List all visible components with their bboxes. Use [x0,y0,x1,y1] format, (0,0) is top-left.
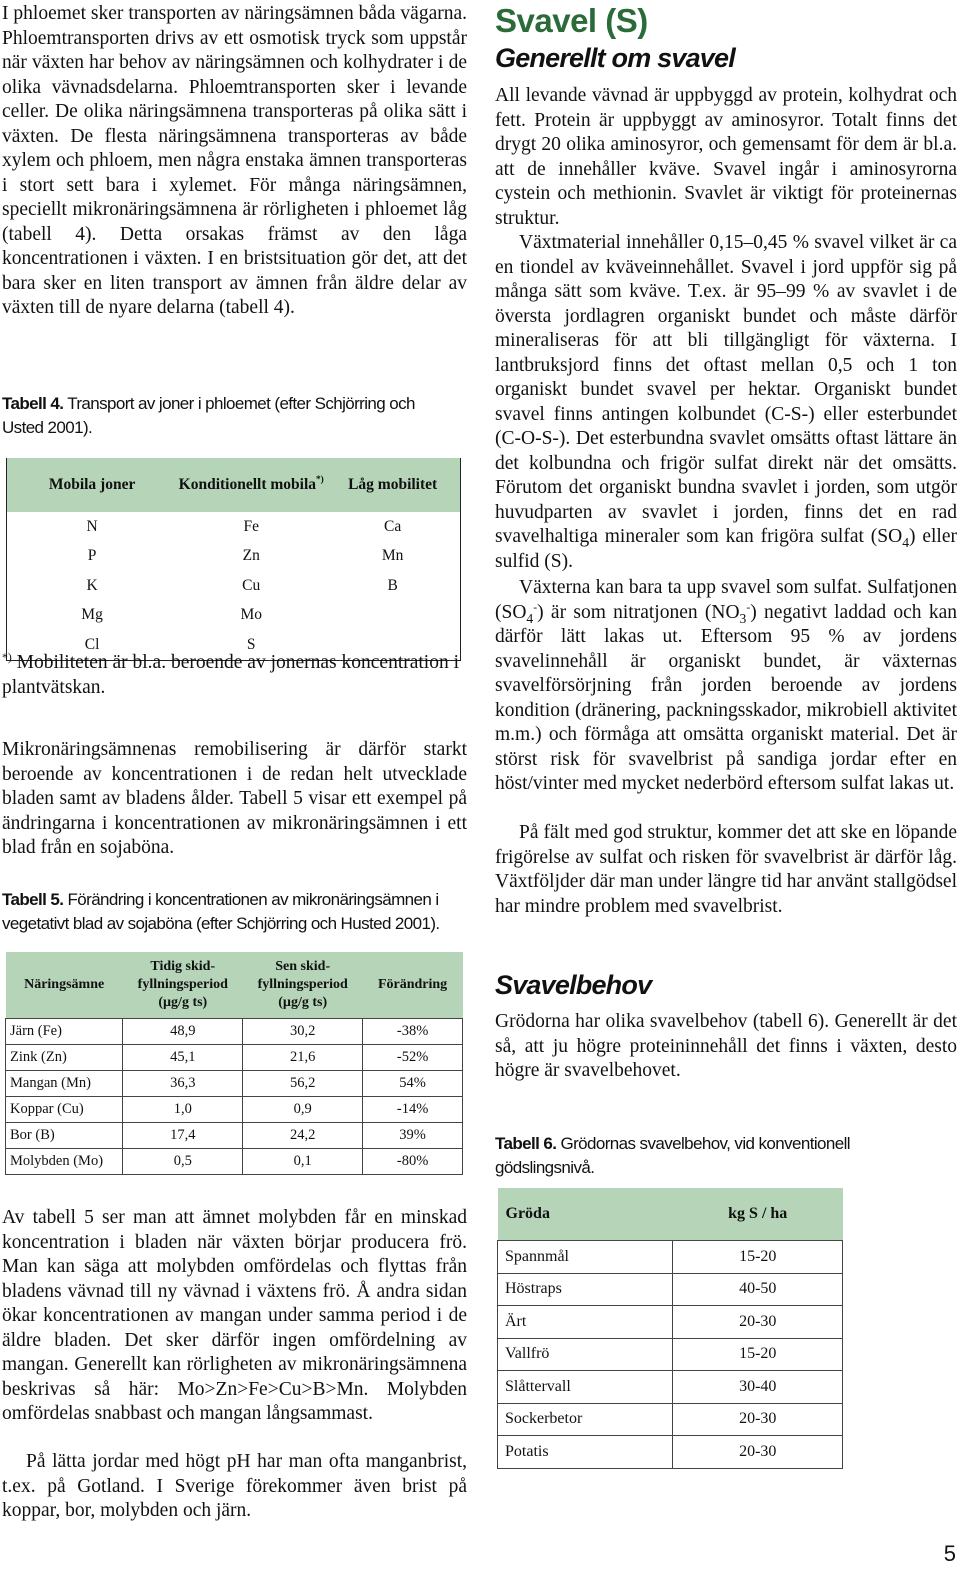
table6-cell: Spannmål [498,1241,673,1274]
table4-cell: N [7,512,178,542]
table6-caption-label: Tabell 6. [495,1134,557,1153]
table-4-ion-mobility [6,458,461,661]
table-row [498,1338,843,1371]
table5-header-late: Sen skid-fyllningsperiod (µg/g ts) [243,952,363,1019]
table6-header-crop: Gröda [498,1188,673,1241]
table5-cell: 45,1 [123,1045,243,1071]
table4-cell: Cl [7,630,178,660]
table6-cell: 15-20 [673,1241,843,1274]
page-number: 5 [943,1541,956,1566]
table4-cell: Cu [177,571,325,601]
protein-paragraph: All levande vävnad är uppbyggd av protein, kolhydrat och fett. Protein är uppbyggt av aminosyror. Totalt finns det drygt 20 olika aminosyror, och gemensamt för dem är bl.a. att de innehåller kväve. Svavel ingår i aminosyrorna cystein och methionin. Svavlet är viktigt för proteinernas struktur. [495,85,957,229]
table5-cell: -80% [363,1149,463,1175]
table-row [498,1436,843,1469]
table5-cell: 1,0 [123,1097,243,1123]
table4-cell: B [325,571,460,601]
table-row [6,1149,463,1175]
table6-cell: Slåttervall [498,1371,673,1404]
table4-footnote-text: Mobiliteten är bl.a. beroende av jonernas koncentration i plantvätskan. [2,652,460,698]
table5-cell: -52% [363,1045,463,1071]
table6-caption [495,1132,895,1180]
sulfate-text-b: ) är som nitratjonen (NO [537,601,740,623]
table4-cell: Mg [7,601,178,631]
table-row [498,1306,843,1339]
table-row [6,1019,463,1045]
table4-header-mark: *) [316,475,324,485]
intro-paragraph: I phloemet sker transporten av näringsämnen båda vägarna. Phloemtransporten drivs av ett osmotisk tryck som uppstår när växten har behov av näringsämnen och kolhydrater i de olika vävnadsdelarna. Phloemtransporten sker i levande celler. De olika näringsämnena transporteras på olika sätt i växten. De flesta näringsämnena transporteras av både xylem och phloem, men några enstaka ämnen transporteras i stort sett bara i xylemet. För många näringsämnen, speciellt mikronäringsämnena är rörligheten i phloemet låg (tabell 4). Detta orsakas främst av den låga koncentrationen i växten. I en bristsituation gör det, att det bara sker en liten transport av ämnen från äldre delar av växten till de nyare delarna (tabell 4). [2,3,467,318]
table-row [6,1071,463,1097]
sulfur-soil-text-end: ) eller sulfid (S). [495,526,958,572]
sulfate-text-a: Växterna kan bara ta upp svavel som sulfat. Sulfatjonen (SO [495,577,957,623]
table-row [6,1123,463,1149]
table6-caption-text: Grödornas svavelbehov, vid konventionell gödslingsnivå. [495,1134,850,1177]
table5-cell: 0,5 [123,1149,243,1175]
manganese-paragraph: På lätta jordar med högt pH har man ofta manganbrist, t.ex. på Gotland. I Sverige förekommer även brist på koppar, bor, molybden och järn. [2,1451,467,1521]
table5-cell: -38% [363,1019,463,1045]
table6-cell: Potatis [498,1436,673,1469]
table5-cell: Mangan (Mn) [6,1071,123,1097]
table5-caption-text: Förändring i koncentrationen av mikronäringsämnen i vegetativt blad av sojaböna (efter Schjörring och Husted 2001). [2,890,440,933]
table5-cell: Järn (Fe) [6,1019,123,1045]
table5-cell: 39% [363,1123,463,1149]
sulfur-soil-paragraph [495,231,957,574]
requirement-paragraph: Grödorna har olika svavelbehov (tabell 6). Generellt är det så, att ju högre proteininnehåll det finns i växten, desto högre är svavelbehovet. [495,1011,957,1081]
table4-cell: S [177,630,325,660]
table4-header-low: Låg mobilitet [325,458,460,512]
table-5-soybean-micronutrients [5,952,463,1175]
table5-caption [2,888,467,936]
table-row [7,512,461,542]
table4-header-mobile: Mobila joner [7,458,178,512]
table-row [6,1045,463,1071]
remobilisation-paragraph: Mikronäringsämnenas remobilisering är därför starkt beroende av koncentrationen i de redan helt utvecklade bladen samt av bladens ålder. Tabell 5 visar ett exempel på ändringarna i koncentrationen av mikronäringsämnen i ett blad från en sojaböna. [2,739,467,858]
table-row [498,1241,843,1274]
table-row [7,571,461,601]
table4-cell: Mn [325,542,460,572]
table4-cell: Mo [177,601,325,631]
table4-cell: Fe [177,512,325,542]
table5-cell: 30,2 [243,1019,363,1045]
table4-caption-text: Transport av joner i phloemet (efter Schjörring och Usted 2001). [2,394,415,437]
subscript-4: 4 [526,610,534,626]
table4-footnote [2,651,467,700]
table6-cell: 20-30 [673,1436,843,1469]
table6-cell: 20-30 [673,1306,843,1339]
table4-footnote-mark: *) [2,651,12,664]
table5-header-early: Tidig skid-fyllningsperiod (µg/g ts) [123,952,243,1019]
table5-cell: 17,4 [123,1123,243,1149]
table5-caption-label: Tabell 5. [2,890,64,909]
table4-header-conditional-text: Konditionellt mobila [178,476,317,493]
table-row [498,1403,843,1436]
field-structure-paragraph: På fält med god struktur, kommer det att ske en löpande frigörelse av sulfat och risken för svavelbrist är därför låg. Växtföljder där man under längre tid har använt stallgödsel har mindre problem med svavelbrist. [495,822,957,917]
table5-cell: Bor (B) [6,1123,123,1149]
table6-cell: Höstraps [498,1273,673,1306]
table6-cell: 15-20 [673,1338,843,1371]
table4-cell: K [7,571,178,601]
table5-cell: 0,1 [243,1149,363,1175]
table4-cell [325,601,460,631]
table-6-crop-sulfur-need [497,1188,843,1469]
table5-cell: 24,2 [243,1123,363,1149]
table6-cell: 30-40 [673,1371,843,1404]
table5-cell: 36,3 [123,1071,243,1097]
section-title: Svavel (S) [495,2,648,39]
molybdenum-paragraph: Av tabell 5 ser man att ämnet molybden får en minskad koncentration i bladen när växten börjar producera frö. Man kan säga att molybden omfördelas och flyttas från bladens vävnad till ny vävnad i växtens frö. Å andra sidan ökar koncentrationen av mangan under samma period i de äldre bladen. Det sker därför ingen omfördelning av mangan. Generellt kan rörligheten av mikronäringsämnena beskrivas så här: Mo>Zn>Fe>Cu>B>Mn. Molybden omfördelas snabbast och mangan långsammast. [2,1207,467,1424]
sulfate-uptake-paragraph [495,576,957,797]
table5-cell: Molybden (Mo) [6,1149,123,1175]
table6-cell: Vallfrö [498,1338,673,1371]
subsection-title-requirement: Svavelbehov [495,970,652,1000]
table4-caption-label: Tabell 4. [2,394,64,413]
table-row [498,1273,843,1306]
table6-cell: Ärt [498,1306,673,1339]
subscript-4: 4 [902,535,910,550]
table5-cell: 21,6 [243,1045,363,1071]
table-row [498,1371,843,1404]
table4-cell: Zn [177,542,325,572]
superscript-minus: - [746,600,751,614]
table5-cell: 56,2 [243,1071,363,1097]
table5-cell: Zink (Zn) [6,1045,123,1071]
subscript-3: 3 [739,610,747,626]
table5-cell: -14% [363,1097,463,1123]
table5-header-nutrient: Näringsämne [6,952,123,1019]
table4-header-conditional [177,458,325,512]
sulfate-text-c: ) negativt laddad och kan därför lätt lakas ut. Eftersom 95 % av jordens svavelinnehåll är organiskt bundet, är växternas svavelförsörjning från jorden beroende av jordens kondition (dränering, packningsskador, mikrobiell aktivitet m.m.) och förmåga att omsätta organiskt material. Det är störst risk för svavelbrist på sandiga jordar efter en höst/vinter med mycket nederbörd eftersom sulfat lakas ut. [495,601,957,794]
table-row [6,1097,463,1123]
superscript-minus: - [533,600,538,614]
table5-header-change: Förändring [363,952,463,1019]
table-row [7,542,461,572]
table4-caption [2,392,447,440]
sulfur-soil-text: Växtmaterial innehåller 0,15–0,45 % svavel vilket är ca en tiondel av kväveinnehållet. Svavel i jord uppför sig på många sätt som kväve. T.ex. är 95–99 % av svavlet i de översta jordlagren organiskt bundet och måste därför mineraliseras för att bli tillgängligt för växterna. I lantbruksjord finns det oftast mellan 0,5 och 1 ton organiskt bundet svavel per hektar. Organiskt bundet svavel finns antingen kolbundet (C-S-) eller esterbundet (C-O-S-). Det esterbundna svavlet omsätts oftast lättare än det kolbundna och frigör sulfat direkt när det omsätts. Förutom det organiskt bundna svavlet i jorden, som utgör huvudparten av svavlet i jorden, finns det en rad svavelhaltiga mineraler som kan frigöra sulfat (SO [495,232,957,547]
table4-cell: P [7,542,178,572]
table4-cell: Ca [325,512,460,542]
table6-header-kg: kg S / ha [673,1188,843,1241]
table5-cell: 48,9 [123,1019,243,1045]
table6-cell: Sockerbetor [498,1403,673,1436]
table6-cell: 40-50 [673,1273,843,1306]
table5-cell: Koppar (Cu) [6,1097,123,1123]
table-row [7,601,461,631]
table5-cell: 0,9 [243,1097,363,1123]
table6-cell: 20-30 [673,1403,843,1436]
table5-cell: 54% [363,1071,463,1097]
subsection-title-general: Generellt om svavel [495,43,735,73]
